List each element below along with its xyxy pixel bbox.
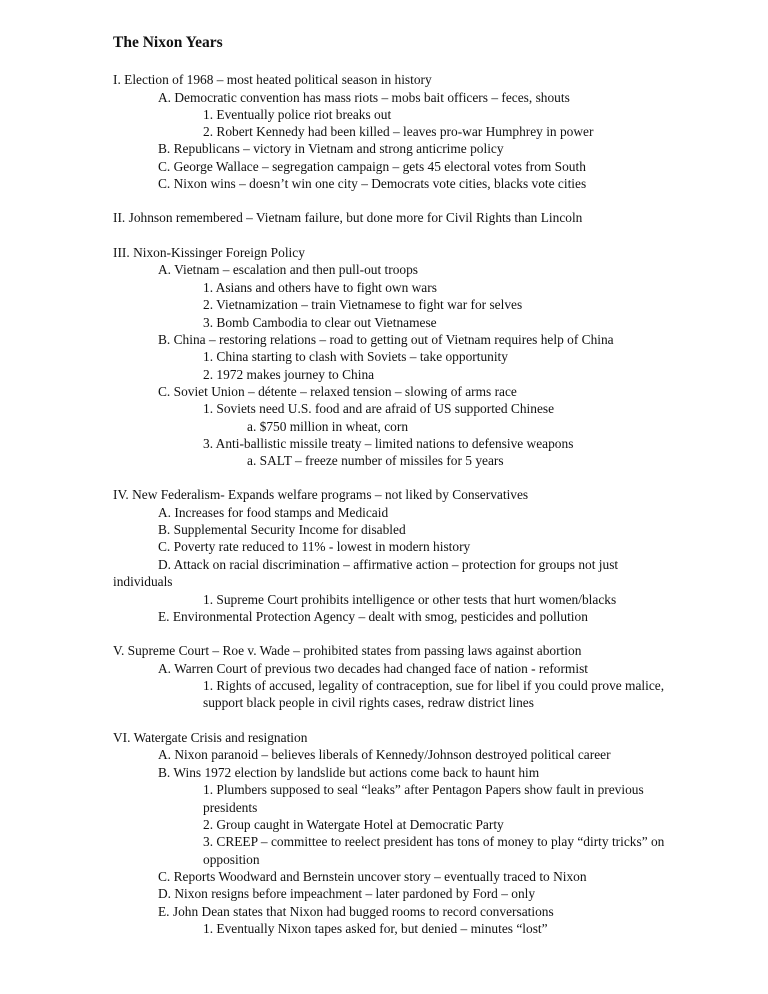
outline-item: D. Nixon resigns before impeachment – later pardoned by Ford – only: [158, 886, 536, 901]
outline-item: E. Environmental Protection Agency – dealt with smog, pesticides and pollution: [158, 609, 588, 624]
outline-subitem: 3. CREEP – committee to reelect president has tons of money to play “dirty tricks” on: [203, 834, 665, 849]
outline-item: B. Wins 1972 election by landslide but actions come back to haunt him: [158, 765, 540, 780]
outline-item: C. Nixon wins – doesn’t win one city – Democrats vote cities, blacks vote cities: [158, 176, 587, 191]
outline-subitem-continuation: support black people in civil rights cases, redraw district lines: [203, 695, 534, 710]
outline-item: C. George Wallace – segregation campaign – gets 45 electoral votes from South: [158, 159, 586, 174]
section-heading: V. Supreme Court – Roe v. Wade – prohibited states from passing laws against abortion: [113, 643, 582, 658]
outline-subitem: 1. Eventually Nixon tapes asked for, but denied – minutes “lost”: [203, 921, 548, 936]
outline-subitem-continuation: presidents: [203, 800, 258, 815]
outline-subitem: 2. Robert Kennedy had been killed – leaves pro-war Humphrey in power: [203, 124, 594, 139]
outline-subitem: 1. Plumbers supposed to seal “leaks” after Pentagon Papers show fault in previous: [203, 782, 644, 797]
page-title: The Nixon Years: [113, 34, 223, 51]
outline-subitem: 1. China starting to clash with Soviets – take opportunity: [203, 349, 508, 364]
outline-subitem: 3. Bomb Cambodia to clear out Vietnamese: [203, 315, 437, 330]
outline-subitem: 1. Supreme Court prohibits intelligence or other tests that hurt women/blacks: [203, 592, 617, 607]
outline-item: A. Warren Court of previous two decades had changed face of nation - reformist: [158, 661, 588, 676]
outline-item: B. China – restoring relations – road to getting out of Vietnam requires help of China: [158, 332, 614, 347]
outline-item: A. Democratic convention has mass riots – mobs bait officers – feces, shouts: [158, 90, 570, 105]
section-heading: III. Nixon-Kissinger Foreign Policy: [113, 245, 305, 260]
outline-subitem: 2. Group caught in Watergate Hotel at Democratic Party: [203, 817, 504, 832]
outline-item: A. Nixon paranoid – believes liberals of Kennedy/Johnson destroyed political career: [158, 747, 611, 762]
section-heading: II. Johnson remembered – Vietnam failure, but done more for Civil Rights than Lincoln: [113, 210, 583, 225]
section-heading: VI. Watergate Crisis and resignation: [113, 730, 308, 745]
outline-subsubitem: a. SALT – freeze number of missiles for 5 years: [247, 453, 504, 468]
outline-item: C. Soviet Union – détente – relaxed tension – slowing of arms race: [158, 384, 517, 399]
outline-item: C. Poverty rate reduced to 11% - lowest in modern history: [158, 539, 471, 554]
section-heading: IV. New Federalism- Expands welfare programs – not liked by Conservatives: [113, 487, 529, 502]
outline-item: A. Vietnam – escalation and then pull-out troops: [158, 262, 419, 277]
outline-subsubitem: a. $750 million in wheat, corn: [247, 419, 409, 434]
outline-item: B. Republicans – victory in Vietnam and strong anticrime policy: [158, 141, 504, 156]
outline-item: E. John Dean states that Nixon had bugged rooms to record conversations: [158, 904, 554, 919]
outline-item: D. Attack on racial discrimination – affirmative action – protection for groups not just: [158, 557, 619, 572]
outline-subitem: 1. Rights of accused, legality of contraception, sue for libel if you could prove malice,: [203, 678, 665, 693]
outline-subitem: 1. Asians and others have to fight own wars: [203, 280, 437, 295]
outline-subitem: 1. Soviets need U.S. food and are afraid of US supported Chinese: [203, 401, 555, 416]
outline-subitem: 2. Vietnamization – train Vietnamese to fight war for selves: [203, 297, 523, 312]
outline-subitem: 2. 1972 makes journey to China: [203, 367, 375, 382]
outline-subitem: 1. Eventually police riot breaks out: [203, 107, 392, 122]
outline-item-continuation: individuals: [113, 574, 173, 589]
outline-subitem-continuation: opposition: [203, 852, 260, 867]
section-heading: I. Election of 1968 – most heated political season in history: [113, 72, 432, 87]
outline-subitem: 3. Anti-ballistic missile treaty – limited nations to defensive weapons: [203, 436, 574, 451]
outline-item: B. Supplemental Security Income for disabled: [158, 522, 406, 537]
outline-item: A. Increases for food stamps and Medicaid: [158, 505, 389, 520]
outline-item: C. Reports Woodward and Bernstein uncover story – eventually traced to Nixon: [158, 869, 587, 884]
